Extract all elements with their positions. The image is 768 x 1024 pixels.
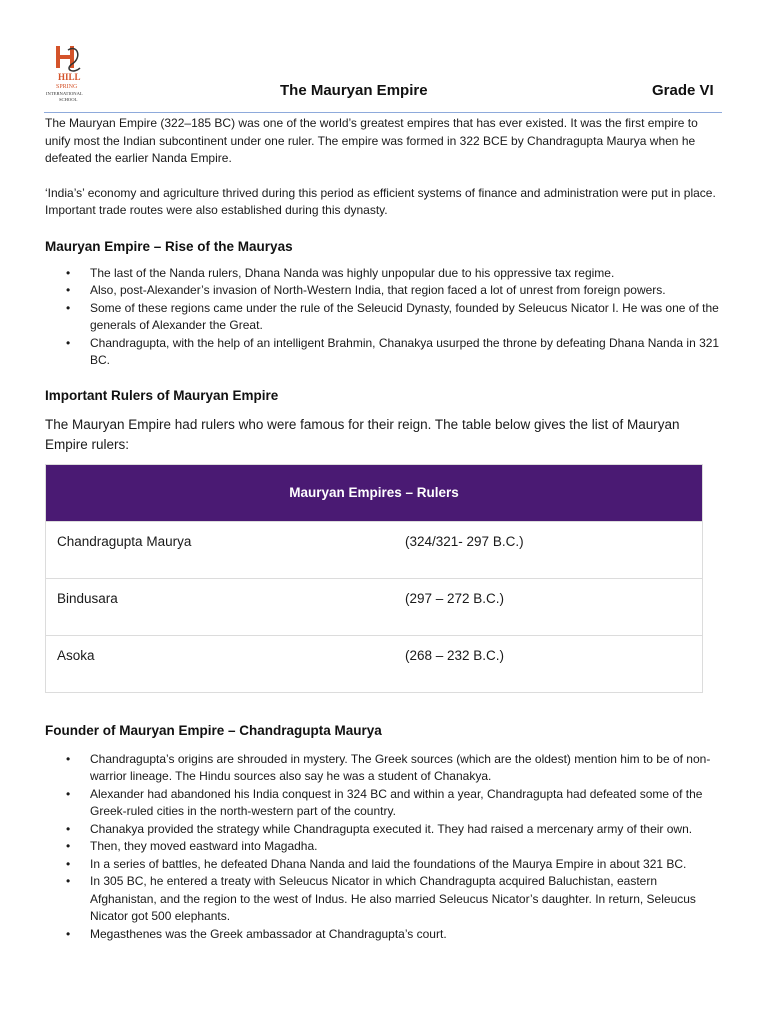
- list-item: • Also, post-Alexander’s invasion of North-Western India, that region faced a lot of unrest from foreign powers.: [45, 282, 721, 300]
- ruler-name: Bindusara: [57, 590, 118, 606]
- bullet-icon: •: [66, 839, 71, 853]
- rulers-table: [45, 464, 703, 693]
- ruler-period: (324/321- 297 B.C.): [405, 533, 524, 549]
- ruler-name: Chandragupta Maurya: [57, 533, 192, 549]
- svg-text:HILL: HILL: [58, 72, 81, 82]
- list-item: • In 305 BC, he entered a treaty with Seleucus Nicator in which Chandragupta acquired Baluchistan, eastern Afghanistan, and the region to the west of Indus. He also married Seleucus Nicator’s daughter. In return, Seleucus Nicator got 500 elephants.: [66, 874, 696, 923]
- list-item: • Chanakya provided the strategy while Chandragupta executed it. They had raised a mercenary army of their own.: [45, 821, 721, 839]
- section-heading-rulers: Important Rulers of Mauryan Empire: [45, 387, 279, 403]
- table-header: Mauryan Empires – Rulers: [46, 465, 702, 521]
- bullet-icon: •: [66, 335, 71, 350]
- ruler-name: Asoka: [57, 647, 95, 663]
- rise-list: [45, 265, 721, 370]
- document-body: [45, 115, 721, 943]
- list-item: • Alexander had abandoned his India conquest in 324 BC and within a year, Chandragupta had defeated some of the Greek-ruled cities in the north-western part of the country.: [66, 786, 703, 818]
- list-item: • Chandragupta, with the help of an intelligent Brahmin, Chanakya usurped the throne by defeating Dhana Nanda in 321 BC.: [66, 335, 720, 367]
- svg-text:SPRING: SPRING: [56, 84, 78, 90]
- ruler-period: (297 – 272 B.C.): [405, 590, 505, 606]
- founder-list: [45, 751, 721, 944]
- table-row: [46, 578, 702, 635]
- list-item: • Megasthenes was the Greek ambassador at Chandragupta’s court.: [45, 926, 721, 944]
- rulers-intro: The Mauryan Empire had rulers who were famous for their reign. The table below gives the list of Mauryan Empire rulers:: [45, 416, 680, 452]
- svg-text:SCHOOL: SCHOOL: [59, 97, 78, 102]
- svg-text:INTERNATIONAL: INTERNATIONAL: [46, 91, 83, 96]
- bullet-icon: •: [66, 926, 71, 941]
- page-header: [0, 0, 768, 116]
- list-item: • Then, they moved eastward into Magadha.: [45, 838, 721, 856]
- school-logo: [44, 44, 94, 104]
- bullet-icon: •: [66, 874, 71, 888]
- section-heading-rise: Mauryan Empire – Rise of the Mauryas: [45, 238, 293, 254]
- list-item: • In a series of battles, he defeated Dhana Nanda and laid the foundations of the Maurya Empire in about 321 BC.: [45, 856, 721, 874]
- bullet-icon: •: [66, 283, 71, 297]
- list-item: • Chandragupta’s origins are shrouded in mystery. The Greek sources (which are the oldest) mention him to be of non-warrior lineage. The Hindu sources also say he was a student of Chanakya.: [66, 751, 711, 783]
- section-heading-founder: Founder of Mauryan Empire – Chandragupta Maurya: [45, 722, 382, 738]
- logo-emblem-icon: [44, 44, 94, 104]
- bullet-icon: •: [66, 751, 71, 766]
- bullet-icon: •: [66, 821, 71, 836]
- grade-label: Grade VI: [652, 82, 714, 99]
- bullet-icon: •: [66, 856, 71, 871]
- list-item: • Some of these regions came under the rule of the Seleucid Dynasty, founded by Seleucus Nicator I. He was one of the generals of Alexander the Great.: [66, 300, 719, 332]
- header-divider: [44, 112, 722, 113]
- document-title: The Mauryan Empire: [280, 82, 428, 99]
- list-item: • The last of the Nanda rulers, Dhana Nanda was highly unpopular due to his oppressive tax regime.: [45, 265, 721, 283]
- table-row: [46, 521, 702, 578]
- ruler-period: (268 – 232 B.C.): [405, 647, 505, 663]
- bullet-icon: •: [66, 786, 71, 801]
- table-row: [46, 635, 702, 692]
- bullet-icon: •: [66, 300, 71, 315]
- intro-paragraph-1: The Mauryan Empire (322–185 BC) was one of the world’s greatest empires that has ever existed. It was the first empire to unify most the Indian subcontinent under one ruler. The empire was formed in 322 BCE by Chandragupta Maurya when he defeated the earlier Nanda Empire.: [45, 116, 698, 165]
- intro-paragraph-2: ‘India’s’ economy and agriculture thrived during this period as efficient systems of finance and administration were put in place. Important trade routes were also established during this dynasty.: [45, 185, 716, 217]
- bullet-icon: •: [66, 265, 71, 280]
